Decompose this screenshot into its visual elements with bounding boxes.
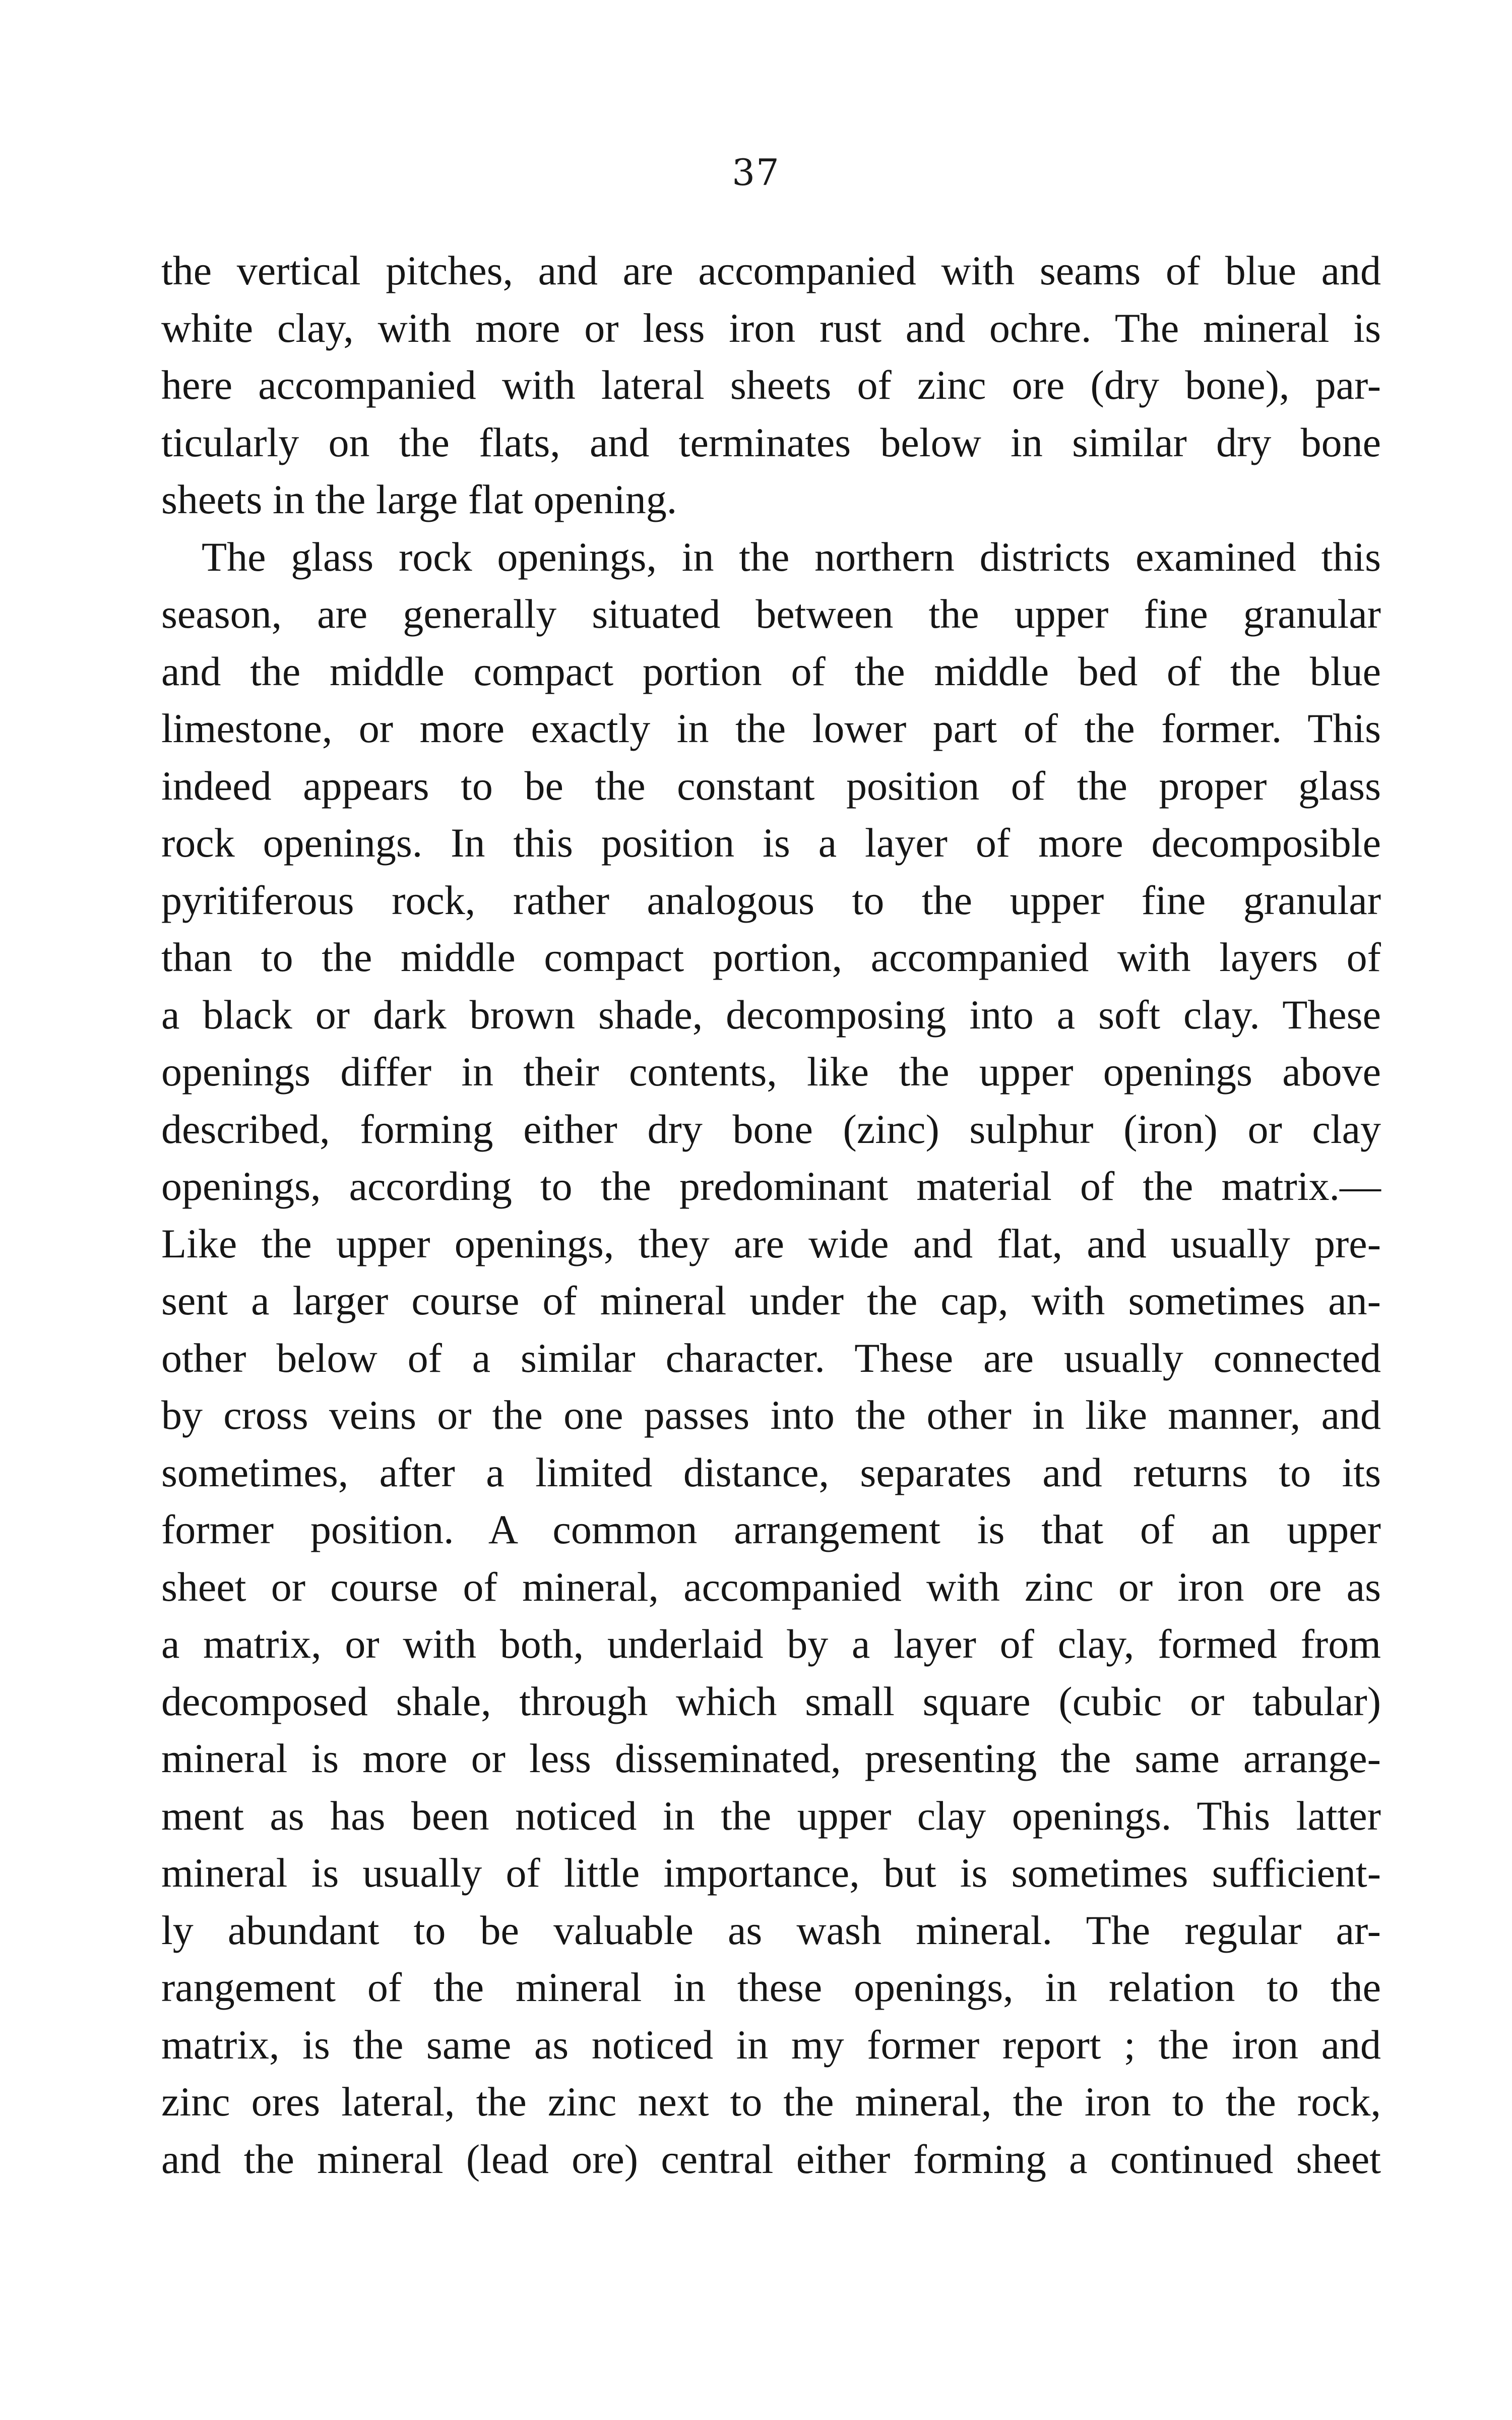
page-number: 37 [732,151,780,194]
text-line: sheets in the large flat opening. [161,476,677,522]
text-line: sent a larger course of mineral under the cap, with sometimes an- [161,1278,1381,1323]
text-line: here accompanied with lateral sheets of zinc ore (dry bone), par- [161,362,1381,408]
text-line: season, are generally situated between the upper fine granular [161,591,1381,637]
text-line: indeed appears to be the constant position of the proper glass [161,762,1381,809]
text-line: a black or dark brown shade, decomposing into a soft clay. These [161,991,1381,1038]
text-line: matrix, is the same as noticed in my former report ; the iron and [161,2021,1381,2068]
body-text [161,242,1381,2188]
text-line: ly abundant to be valuable as wash mineral. The regular ar- [161,1907,1381,1953]
paragraph-start-line: The glass rock openings, in the northern districts examined this [202,533,1381,580]
text-line: and the middle compact portion of the middle bed of the blue [161,648,1381,694]
text-line: Like the upper openings, they are wide and flat, and usually pre- [161,1220,1381,1266]
text-line: decomposed shale, through which small square (cubic or tabular) [161,1678,1381,1724]
text-line: sometimes, after a limited distance, separates and returns to its [161,1449,1381,1495]
text-line: limestone, or more exactly in the lower part of the former. This [161,705,1381,751]
text-line: sheet or course of mineral, accompanied with zinc or iron ore as [161,1563,1381,1610]
text-line: by cross veins or the one passes into the other in like manner, and [161,1392,1381,1438]
text-line: than to the middle compact portion, accompanied with layers of [161,934,1381,980]
text-line: ment as has been noticed in the upper clay openings. This latter [161,1792,1381,1839]
text-line: mineral is more or less disseminated, presenting the same arrange- [161,1735,1381,1781]
text-line: the vertical pitches, and are accompanied with seams of blue and [161,248,1381,293]
text-line: openings, according to the predominant material of the matrix.— [161,1163,1381,1209]
text-line: former position. A common arrangement is that of an upper [161,1506,1381,1552]
text-line: described, forming either dry bone (zinc) sulphur (iron) or clay [161,1106,1381,1152]
text-line: ticularly on the flats, and terminates below in similar dry bone [161,419,1381,465]
text-line: a matrix, or with both, underlaid by a layer of clay, formed from [161,1621,1381,1667]
text-line: openings differ in their contents, like the upper openings above [161,1049,1381,1095]
text-line: pyritiferous rock, rather analogous to the upper fine granular [161,877,1381,923]
text-line: rangement of the mineral in these openings, in relation to the [161,1964,1381,2010]
text-line: and the mineral (lead ore) central either forming a continued sheet [161,2136,1381,2182]
text-line: rock openings. In this position is a layer of more decomposible [161,820,1381,866]
text-line: white clay, with more or less iron rust and ochre. The mineral is [161,305,1381,351]
text-line: mineral is usually of little importance, but is sometimes sufficient- [161,1850,1381,1896]
text-line: other below of a similar character. These are usually connected [161,1335,1381,1381]
text-line: zinc ores lateral, the zinc next to the mineral, the iron to the rock, [161,2079,1381,2125]
